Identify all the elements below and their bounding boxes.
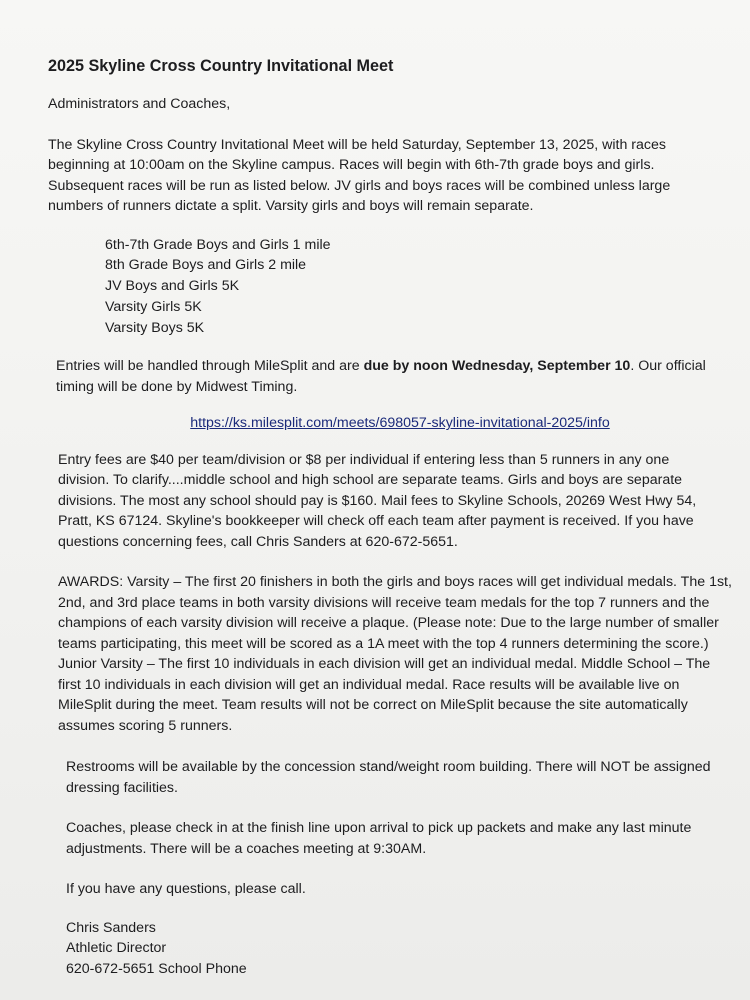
page-title: 2025 Skyline Cross Country Invitational Meet — [48, 57, 394, 75]
signature-role: Athletic Director — [66, 940, 167, 957]
race-item: Varsity Girls 5K — [105, 298, 202, 315]
milesplit-link[interactable]: https://ks.milesplit.com/meets/698057-skyline-invitational-2025/info — [190, 415, 610, 432]
entries-paragraph — [56, 356, 712, 397]
entries-text-start: Entries will be handled through MileSplit and are — [56, 358, 364, 375]
entries-text-end: . Our official timing will be done by Midwest Timing. — [56, 358, 706, 395]
race-item: JV Boys and Girls 5K — [105, 278, 240, 295]
letter-body — [48, 56, 732, 979]
race-list — [105, 235, 720, 339]
signature-phone: 620-672-5651 School Phone — [66, 960, 247, 977]
questions-line: If you have any questions, please call. — [66, 881, 306, 898]
signature-name: Chris Sanders — [66, 919, 156, 936]
entries-deadline: due by noon Wednesday, September 10 — [363, 358, 631, 375]
restrooms-paragraph: Restrooms will be available by the concession stand/weight room building. There will NOT be assigned dressing facilities. — [66, 759, 711, 796]
race-item: Varsity Boys 5K — [105, 319, 205, 336]
link-line — [120, 413, 680, 434]
intro-paragraph: The Skyline Cross Country Invitational Meet will be held Saturday, September 13, 2025, with races beginning at 10:00am on the Skyline campus. Races will begin with 6th-7th grade boys and girls. Subsequent races will be run as listed below. JV girls and boys races will be combined unless large numbers of runners dictate a split. Varsity girls and boys will remain separate. — [48, 136, 671, 214]
race-item: 8th Grade Boys and Girls 2 mile — [105, 257, 307, 274]
coaches-paragraph: Coaches, please check in at the finish line upon arrival to pick up packets and make any last minute adjustments. There will be a coaches meeting at 9:30AM. — [66, 820, 692, 857]
greeting: Administrators and Coaches, — [48, 96, 231, 112]
awards-paragraph: AWARDS: Varsity – The first 20 finishers in both the girls and boys races will get individual medals. The 1st, 2nd, and 3rd place teams in both varsity divisions will receive team medals for the top 7 runners and the champions of each varsity division will receive a plaque. (Please note: Due to the large number of smaller teams participating, this meet will be scored as a 1A meet with the top 4 runners determining the score.) Junior Varsity – The first 10 individuals in each division will get an individual medal. Middle School – The first 10 individuals in each division will get an individual medal. Race results will be available live on MileSplit during the meet. Team results will not be correct on MileSplit because the site automatically assumes scoring 5 runners. — [58, 574, 732, 734]
race-item: 6th-7th Grade Boys and Girls 1 mile — [105, 236, 331, 253]
signature-block — [66, 918, 720, 979]
fees-paragraph: Entry fees are $40 per team/division or $8 per individual if entering less than 5 runners in any one division. To clarify....middle school and high school are separate teams. Girls and boys are separate divisions. The most any school should pay is $160. Mail fees to Skyline Schools, 20269 West Hwy 54, Pratt, KS 67124. Skyline's bookkeeper will check off each team after payment is received. If you have questions concerning fees, call Chris Sanders at 620-672-5651. — [58, 451, 697, 550]
